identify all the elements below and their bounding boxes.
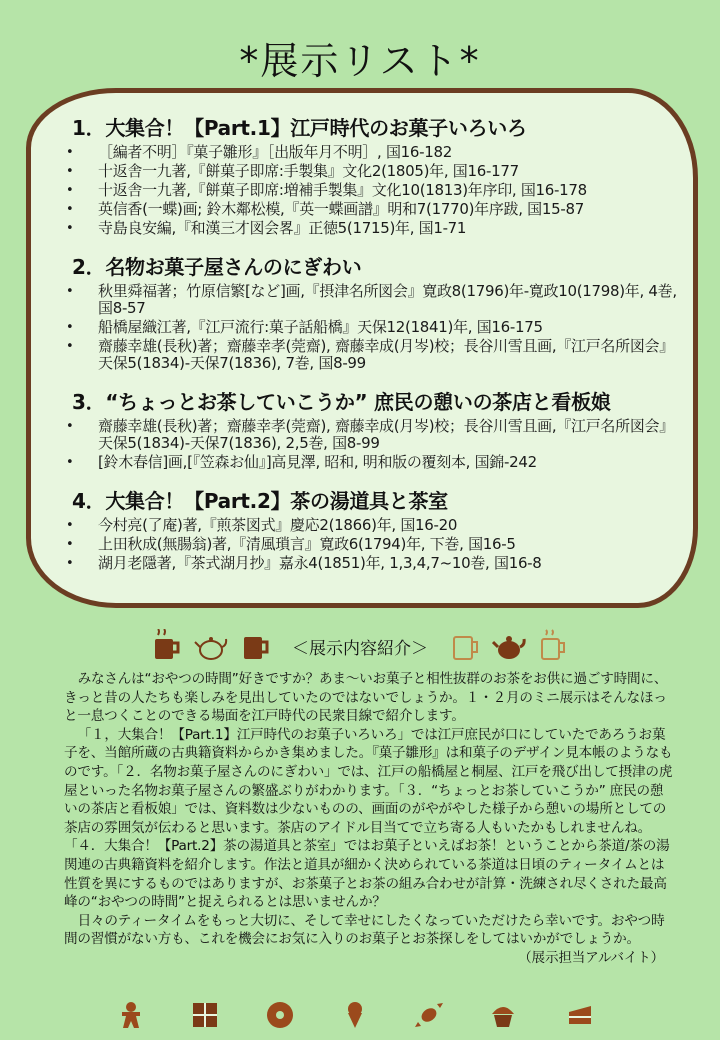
list-item: • 湖月老隱著,『茶式湖月抄』嘉永4(1851)年, 1,3,4,7~10巻, 国16-8 xyxy=(64,555,684,572)
list-item: • ［編者不明］『菓子雛形』［出版年月不明］, 国16-182 xyxy=(64,144,684,161)
signature: （展示担当アルバイト） xyxy=(518,949,664,966)
list-item: • 寺島良安編,『和漢三才図会畧』正徳5(1715)年, 国1-71 xyxy=(64,220,684,237)
exhibit-list xyxy=(64,112,684,574)
cake-icon xyxy=(565,1000,595,1030)
chocolate-icon xyxy=(190,1000,220,1030)
section-list xyxy=(64,144,684,237)
list-item: • [鈴木春信]画,[『笠森お仙』]高見澤, 昭和, 明和版の覆刻本, 国錦-242 xyxy=(64,454,684,471)
intro-label: ＜展示内容紹介＞ xyxy=(292,638,428,659)
teapot-icon xyxy=(194,629,228,663)
donut-icon xyxy=(265,1000,295,1030)
cupcake-icon xyxy=(488,1000,518,1030)
intro-header xyxy=(0,626,720,666)
page-title: *展示リスト* xyxy=(239,39,481,83)
intro-body xyxy=(64,670,674,968)
section-title: 4．大集合！【Part.2】茶の湯道具と茶室 xyxy=(72,489,448,513)
section-list xyxy=(64,283,684,372)
teapot-icon xyxy=(492,629,526,663)
section-list xyxy=(64,418,684,471)
list-item: • 英信香(一蝶)画; 鈴木鄰松模,『英一蝶画譜』明和7(1770)年序跋, 国15-87 xyxy=(64,201,684,218)
mug-icon xyxy=(150,629,184,663)
section-title: 3．“ちょっとお茶していこうか” 庶民の憩いの茶店と看板娘 xyxy=(72,390,611,414)
section-list xyxy=(64,517,684,572)
gingerbread-icon xyxy=(116,1000,146,1030)
decorative-footer xyxy=(0,1000,720,1034)
body-paragraph: 「１，大集合！【Part.1】江戸時代のお菓子いろいろ」では江戸庶民が口にしていたであろうお菓子を、当館所蔵の古典籍資料からかき集めました。『菓子雛形』は和菓子のデザイン見本帳のようなものです。「２．名物お菓子屋さんのにぎわい」では、江戸の船橋屋と桐屋、江戸を飛び出して摂津の虎屋といった名物お菓子屋さんの繁盛ぶりがわかります。「３．“ちょっとお茶していこうか” 庶民の憩いの茶店と看板娘」では、資料数は少ないものの、画面のがやがやした様子から憩いの場所としての茶店の雰囲気が伝わると思います。茶店のアイドル目当てで立ち寄る人もいたかもしれませんね。「４．大集合！【Part.2】茶の湯道具と茶室」ではお菓子といえばお茶！ということから茶道/茶の湯関連の古典籍資料を紹介します。作法と道具が細かく決められている茶道は日頃のティータイムとは性質を異にするものではありますが、お茶菓子とお茶の組み合わせが計算・洗練され尽くされた最高峰の“おやつの時間”と捉えられるとは思いませんか？ xyxy=(64,726,673,911)
list-item: • 齋藤幸雄(長秋)著；齋藤幸孝(莞齋), 齋藤幸成(月岑)校；長谷川雪且画,『江戸名所図会』天保5(1834)-天保7(1836), 2,5巻, 国8-99 xyxy=(64,418,684,452)
section-title: 1．大集合！【Part.1】江戸時代のお菓子いろいろ xyxy=(72,116,527,140)
candy-icon xyxy=(414,1000,444,1030)
list-item: • 十返舎一九著,『餅菓子即席:手製集』文化2(1805)年, 国16-177 xyxy=(64,163,684,180)
mug-icon xyxy=(536,629,570,663)
mug-icon xyxy=(448,629,482,663)
ice-cream-icon xyxy=(340,1000,370,1030)
list-item: • 秋里舜福著；竹原信繁[など]画,『摂津名所図会』寛政8(1796)年-寛政10(1798)年, 4巻, 国8-57 xyxy=(64,283,684,317)
mug-icon xyxy=(238,629,272,663)
list-item: • 今村亮(了庵)著,『煎茶図式』慶応2(1866)年, 国16-20 xyxy=(64,517,684,534)
list-item: • 齋藤幸雄(長秋)著；齋藤幸孝(莞齋), 齋藤幸成(月岑)校；長谷川雪且画,『江戸名所図会』天保5(1834)-天保7(1836), 7巻, 国8-99 xyxy=(64,338,684,372)
body-paragraph: 日々のティータイムをもっと大切に、そして幸せにしたくなっていただけたら幸いです。おやつ時間の習慣がない方も、これを機会にお気に入りのお菓子とお茶探しをしてはいかがでしょうか。 xyxy=(64,912,665,948)
list-item: • 上田秋成(無腸翁)著,『清風瑣言』寛政6(1794)年, 下巻, 国16-5 xyxy=(64,536,684,553)
body-paragraph: みなさんは“おやつの時間”好きですか？あま～いお菓子と相性抜群のお茶をお供に過ごす時間に、きっと昔の人たちも楽しみを見出していたのではないでしょうか。１・２月のミニ展示はそんなほっと一息つくことのできる場面を江戸時代の民衆目線で紹介します。 xyxy=(64,671,668,725)
list-item: • 船橋屋織江著,『江戸流行:菓子話船橋』天保12(1841)年, 国16-175 xyxy=(64,319,684,336)
section-title: 2．名物お菓子屋さんのにぎわい xyxy=(72,255,362,279)
list-item: • 十返舎一九著,『餅菓子即席:増補手製集』文化10(1813)年序印, 国16-178 xyxy=(64,182,684,199)
